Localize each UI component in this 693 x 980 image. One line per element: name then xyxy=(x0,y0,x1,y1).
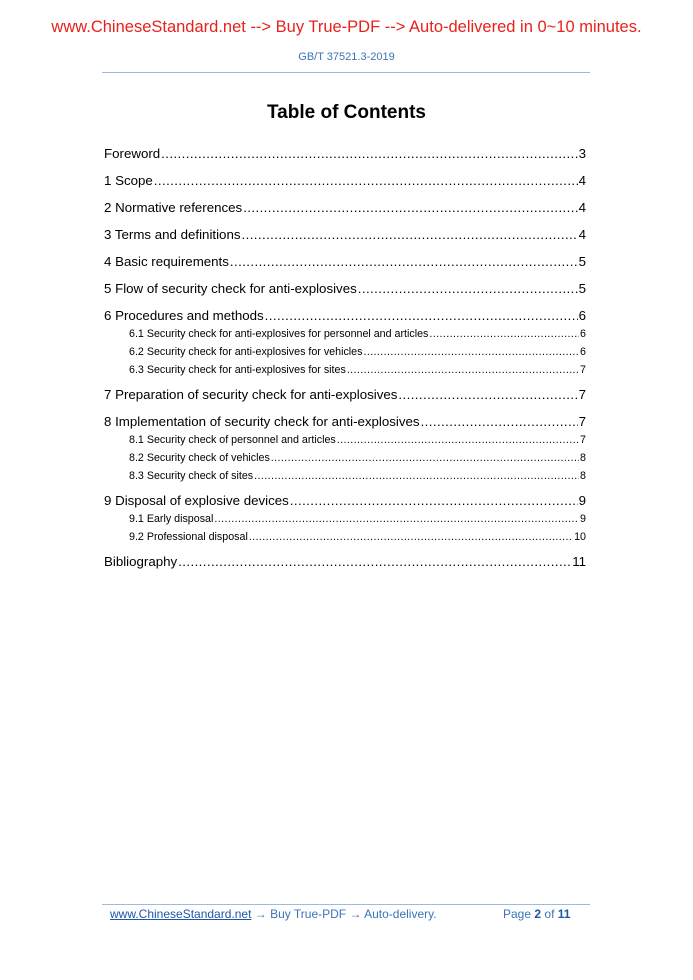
leader-dots xyxy=(154,169,578,193)
leader-dots xyxy=(271,449,579,467)
table-of-contents xyxy=(104,142,586,577)
toc-entry-1[interactable] xyxy=(104,169,586,196)
toc-entry-8[interactable] xyxy=(104,410,586,431)
page-current: 2 xyxy=(534,907,542,921)
toc-entry-6-1[interactable] xyxy=(104,325,586,343)
toc-entry-bibliography[interactable] xyxy=(104,550,586,577)
page-total: 11 xyxy=(557,907,571,921)
toc-entry-label: 6.1 Security check for anti-explosives for personnel and articles xyxy=(129,328,429,340)
toc-entry-label: 6.3 Security check for anti-explosives for sites xyxy=(129,364,346,376)
toc-entry-page: 8 xyxy=(580,470,586,482)
standard-code: GB/T 37521.3-2019 xyxy=(298,51,395,63)
leader-dots xyxy=(358,277,578,301)
toc-entry-page: 6 xyxy=(580,346,586,358)
toc-entry-page: 4 xyxy=(578,200,586,215)
toc-entry-9-1[interactable] xyxy=(104,510,586,528)
toc-entry-page: 6 xyxy=(580,328,586,340)
toc-entry-page: 4 xyxy=(578,227,586,242)
toc-entry-label: 7 Preparation of security check for anti-explosives xyxy=(104,387,398,402)
toc-entry-8-3[interactable] xyxy=(104,467,586,489)
toc-entry-3[interactable] xyxy=(104,223,586,250)
toc-entry-page: 5 xyxy=(578,281,586,296)
footer-divider xyxy=(102,904,590,905)
leader-dots xyxy=(265,304,578,325)
toc-entry-label: 9.1 Early disposal xyxy=(129,513,214,525)
leader-dots xyxy=(429,325,579,343)
leader-dots xyxy=(178,550,571,574)
leader-dots xyxy=(242,223,578,247)
toc-entry-8-2[interactable] xyxy=(104,449,586,467)
page-of: of xyxy=(544,907,555,921)
toc-entry-5[interactable] xyxy=(104,277,586,304)
promo-banner: www.ChineseStandard.net --> Buy True-PDF --> Auto-delivered in 0~10 minutes. xyxy=(51,18,642,36)
toc-entry-7[interactable] xyxy=(104,383,586,410)
toc-entry-4[interactable] xyxy=(104,250,586,277)
toc-entry-label: 8.3 Security check of sites xyxy=(129,470,254,482)
leader-dots xyxy=(363,343,579,361)
toc-entry-label: 6 Procedures and methods xyxy=(104,308,264,323)
toc-entry-6-3[interactable] xyxy=(104,361,586,383)
footer-text: → Buy True-PDF → Auto-delivery. xyxy=(251,907,437,921)
toc-entry-foreword[interactable] xyxy=(104,142,586,169)
toc-entry-page: 9 xyxy=(580,513,586,525)
toc-entry-9[interactable] xyxy=(104,489,586,510)
toc-entry-label: 8.1 Security check of personnel and articles xyxy=(129,434,336,446)
toc-entry-label: 9 Disposal of explosive devices xyxy=(104,493,289,508)
page-indicator xyxy=(503,907,570,921)
leader-dots xyxy=(161,142,577,166)
leader-dots xyxy=(337,431,579,449)
toc-entry-label: 5 Flow of security check for anti-explosives xyxy=(104,281,357,296)
toc-entry-page: 6 xyxy=(578,308,586,323)
toc-entry-page: 3 xyxy=(578,146,586,161)
toc-entry-6[interactable] xyxy=(104,304,586,325)
leader-dots xyxy=(243,196,577,220)
toc-entry-page: 10 xyxy=(574,531,586,543)
toc-entry-9-2[interactable] xyxy=(104,528,586,550)
toc-entry-page: 11 xyxy=(572,554,586,569)
leader-dots xyxy=(230,250,578,274)
page-label: Page xyxy=(503,907,532,921)
toc-entry-page: 7 xyxy=(580,364,586,376)
leader-dots xyxy=(421,410,578,431)
toc-entry-page: 9 xyxy=(578,493,586,508)
toc-entry-label: 8.2 Security check of vehicles xyxy=(129,452,270,464)
toc-entry-label: 6.2 Security check for anti-explosives for vehicles xyxy=(129,346,363,358)
site-link[interactable]: www.ChineseStandard.net xyxy=(110,907,252,921)
toc-entry-page: 7 xyxy=(578,387,586,402)
leader-dots xyxy=(254,467,579,485)
toc-entry-label: 1 Scope xyxy=(104,173,153,188)
toc-entry-2[interactable] xyxy=(104,196,586,223)
toc-entry-label: 8 Implementation of security check for anti-explosives xyxy=(104,414,420,429)
toc-entry-page: 4 xyxy=(578,173,586,188)
page-footer xyxy=(110,907,590,921)
toc-entry-label: 4 Basic requirements xyxy=(104,254,229,269)
toc-entry-page: 8 xyxy=(580,452,586,464)
toc-entry-label: Foreword xyxy=(104,146,161,161)
toc-entry-label: 3 Terms and definitions xyxy=(104,227,241,242)
leader-dots xyxy=(347,361,579,379)
toc-entry-label: Bibliography xyxy=(104,554,178,569)
leader-dots xyxy=(290,489,578,510)
leader-dots xyxy=(398,383,577,407)
toc-entry-6-2[interactable] xyxy=(104,343,586,361)
toc-entry-page: 7 xyxy=(580,434,586,446)
toc-entry-page: 7 xyxy=(578,414,586,429)
toc-entry-page: 5 xyxy=(578,254,586,269)
toc-entry-label: 9.2 Professional disposal xyxy=(129,531,248,543)
leader-dots xyxy=(214,510,579,528)
leader-dots xyxy=(249,528,573,546)
toc-entry-8-1[interactable] xyxy=(104,431,586,449)
header-divider xyxy=(102,72,590,73)
toc-title: Table of Contents xyxy=(266,102,427,123)
toc-entry-label: 2 Normative references xyxy=(104,200,243,215)
